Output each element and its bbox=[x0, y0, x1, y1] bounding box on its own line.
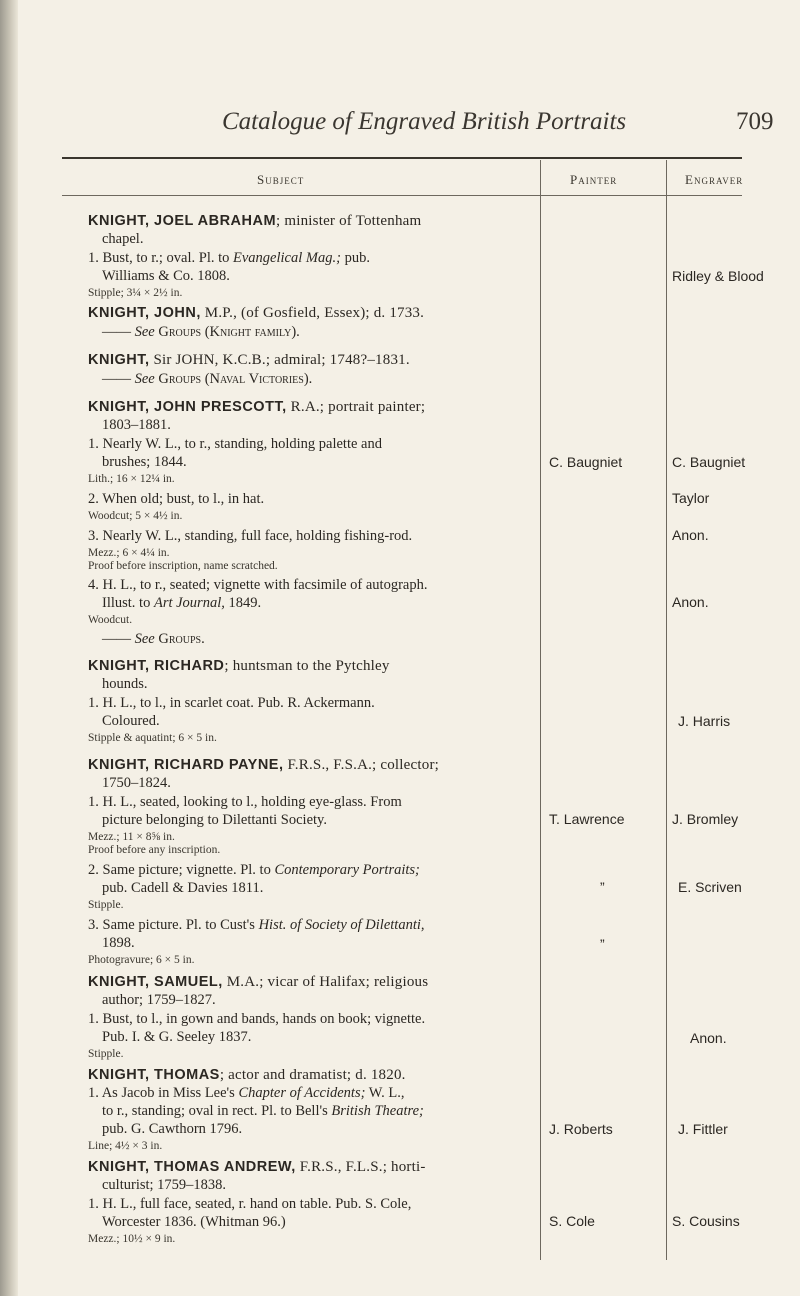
entry-heading: KNIGHT, THOMAS; actor and dramatist; d. 1820. bbox=[88, 1067, 406, 1083]
entry-name: KNIGHT, JOEL ABRAHAM bbox=[88, 213, 277, 229]
item-line: pub. G. Cawthorn 1796. bbox=[102, 1121, 243, 1137]
item-line: Illust. to Art Journal, 1849. bbox=[102, 595, 262, 611]
item-line: Worcester 1836. (Whitman 96.) bbox=[102, 1214, 286, 1230]
item-line: 2. Same picture; vignette. Pl. to Contemporary Portraits; bbox=[88, 862, 420, 878]
entry-description-cont: author; 1759–1827. bbox=[102, 992, 216, 1008]
engraver-cell: C. Baugniet bbox=[672, 454, 746, 470]
item-line: 4. H. L., to r., seated; vignette with facsimile of autograph. bbox=[88, 577, 428, 593]
item-medium: Mezz.; 10½ × 9 in. bbox=[88, 1233, 176, 1245]
entry-name: KNIGHT, JOHN PRESCOTT, bbox=[88, 399, 287, 415]
entry-description-cont: 1803–1881. bbox=[102, 417, 171, 433]
entry-heading: KNIGHT, THOMAS ANDREW, F.R.S., F.L.S.; horti- bbox=[88, 1159, 426, 1175]
engraver-cell: E. Scriven bbox=[678, 879, 742, 895]
item-line: 1. Bust, to l., in gown and bands, hands on book; vignette. bbox=[88, 1011, 426, 1027]
item-line: 3. Nearly W. L., standing, full face, holding fishing-rod. bbox=[88, 528, 413, 544]
page-header bbox=[0, 108, 800, 152]
item-medium: Stipple. bbox=[88, 899, 124, 911]
painter-cell: J. Roberts bbox=[549, 1121, 613, 1137]
engraver-cell: J. Harris bbox=[678, 713, 731, 729]
painter-cell: S. Cole bbox=[549, 1213, 595, 1229]
entry-name: KNIGHT, RICHARD bbox=[88, 658, 225, 674]
engraver-cell: J. Bromley bbox=[672, 811, 739, 827]
entry-name: KNIGHT, THOMAS bbox=[88, 1067, 220, 1083]
entry-heading: KNIGHT, Sir JOHN, K.C.B.; admiral; 1748?–1831. bbox=[88, 352, 410, 368]
entry-heading bbox=[88, 212, 421, 230]
painter-ditto: ” bbox=[600, 936, 605, 952]
item-medium: Stipple & aquatint; 6 × 5 in. bbox=[88, 732, 217, 744]
item-medium: Lith.; 16 × 12¼ in. bbox=[88, 473, 175, 485]
engraver-cell: Anon. bbox=[672, 594, 709, 610]
top-rule bbox=[62, 157, 742, 159]
item-medium: Woodcut. bbox=[88, 614, 133, 626]
item-line: 2. When old; bust, to l., in hat. bbox=[88, 491, 265, 507]
column-header-painter: Painter bbox=[570, 172, 618, 187]
entry-description-cont: hounds. bbox=[102, 676, 148, 692]
column-divider-engraver bbox=[666, 160, 667, 1260]
item-medium: Woodcut; 5 × 4½ in. bbox=[88, 510, 183, 522]
item-line: Pub. I. & G. Seeley 1837. bbox=[102, 1029, 252, 1045]
item-line: 1. H. L., seated, looking to l., holding eye-glass. From bbox=[88, 794, 402, 810]
item-line: 1. H. L., full face, seated, r. hand on table. Pub. S. Cole, bbox=[88, 1196, 412, 1212]
item-note: Proof before inscription, name scratched. bbox=[88, 560, 278, 572]
painter-cell: C. Baugniet bbox=[549, 454, 623, 470]
item-note: Proof before any inscription. bbox=[88, 844, 221, 856]
item-line: 1. As Jacob in Miss Lee's Chapter of Accidents; W. L., bbox=[88, 1085, 405, 1101]
see-reference: —— See Groups (Knight family). bbox=[102, 324, 300, 340]
engraver-cell: Anon. bbox=[690, 1030, 727, 1046]
column-divider-painter bbox=[540, 160, 541, 1260]
engraver-cell: Taylor bbox=[672, 490, 710, 506]
item-line: Williams & Co. 1808. bbox=[102, 268, 230, 284]
engraver-cell: S. Cousins bbox=[672, 1213, 740, 1229]
entry-heading: KNIGHT, JOHN PRESCOTT, R.A.; portrait painter; bbox=[88, 399, 426, 415]
painter-ditto: ” bbox=[600, 879, 605, 895]
entry-heading: KNIGHT, RICHARD; huntsman to the Pytchley bbox=[88, 658, 390, 674]
painter-cell: T. Lawrence bbox=[549, 811, 625, 827]
item-line: Coloured. bbox=[102, 713, 160, 729]
item-line: 3. Same picture. Pl. to Cust's Hist. of Society of Dilettanti, bbox=[88, 917, 425, 933]
entry-description-cont: culturist; 1759–1838. bbox=[102, 1177, 227, 1193]
page-title: Catalogue of Engraved British Portraits bbox=[222, 108, 627, 135]
column-header-engraver: Engraver bbox=[685, 172, 744, 187]
item-line: to r., standing; oval in rect. Pl. to Bell's British Theatre; bbox=[102, 1103, 424, 1119]
header-rule bbox=[62, 195, 742, 196]
item-line: 1. Nearly W. L., to r., standing, holding palette and bbox=[88, 436, 382, 452]
item-medium: Line; 4½ × 3 in. bbox=[88, 1140, 163, 1152]
column-header-subject: Subject bbox=[257, 172, 305, 187]
entry-description: ; minister of Tottenham bbox=[276, 213, 422, 229]
item-medium: Photogravure; 6 × 5 in. bbox=[88, 954, 195, 966]
entry-heading: KNIGHT, JOHN, M.P., (of Gosfield, Essex); d. 1733. bbox=[88, 305, 425, 321]
see-reference: —— See Groups. bbox=[102, 631, 205, 647]
item-line: picture belonging to Dilettanti Society. bbox=[102, 812, 327, 828]
item-medium: Stipple; 3¼ × 2½ in. bbox=[88, 287, 183, 299]
item-medium: Stipple. bbox=[88, 1048, 124, 1060]
item-medium: Mezz.; 6 × 4¼ in. bbox=[88, 547, 170, 559]
item-line: 1. Bust, to r.; oval. Pl. to Evangelical Mag.; pub. bbox=[88, 250, 370, 266]
entry-name: KNIGHT, THOMAS ANDREW, bbox=[88, 1159, 296, 1175]
entry-name: KNIGHT, SAMUEL, bbox=[88, 974, 223, 990]
item-line: 1. H. L., to l., in scarlet coat. Pub. R. Ackermann. bbox=[88, 695, 375, 711]
entry-heading: KNIGHT, RICHARD PAYNE, F.R.S., F.S.A.; collector; bbox=[88, 757, 440, 773]
engraver-cell: Anon. bbox=[672, 527, 709, 543]
entry-name: KNIGHT, bbox=[88, 352, 150, 368]
item-line: pub. Cadell & Davies 1811. bbox=[102, 880, 264, 896]
engraver-cell: J. Fittler bbox=[678, 1121, 728, 1137]
item-line: 1898. bbox=[102, 935, 135, 951]
page-number: 709 bbox=[736, 108, 774, 135]
entry-description-cont: 1750–1824. bbox=[102, 775, 171, 791]
engraver-cell: Ridley & Blood bbox=[672, 268, 764, 284]
entry-name: KNIGHT, RICHARD PAYNE, bbox=[88, 757, 284, 773]
see-reference: —— See Groups (Naval Victories). bbox=[102, 371, 313, 387]
entry-description-cont: chapel. bbox=[102, 231, 144, 247]
item-line: brushes; 1844. bbox=[102, 454, 187, 470]
item-medium: Mezz.; 11 × 8⅝ in. bbox=[88, 831, 175, 843]
entry-heading: KNIGHT, SAMUEL, M.A.; vicar of Halifax; religious bbox=[88, 974, 429, 990]
book-spine-shadow bbox=[0, 0, 18, 1296]
entry-name: KNIGHT, JOHN, bbox=[88, 305, 201, 321]
